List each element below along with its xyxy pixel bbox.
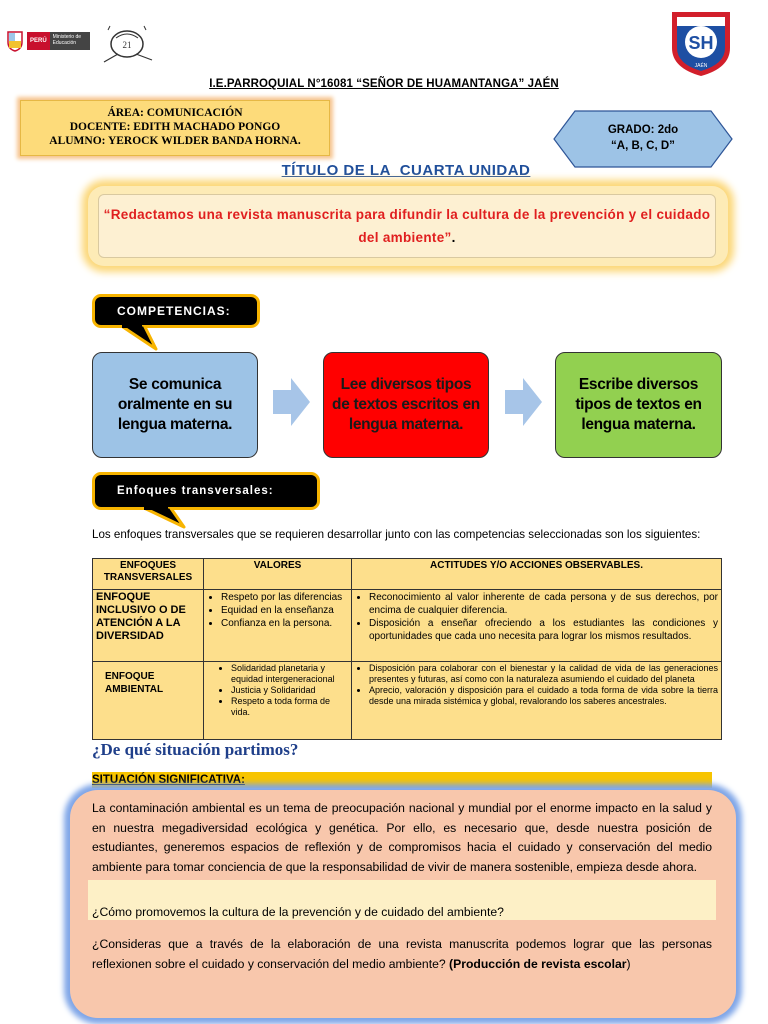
situation-question-2-text: ¿Consideras que a través de la elaboración de una revista manuscrita podemos lograr que las personas reflexionen sobre el cuidado y conservación del medio ambiente? — [92, 937, 712, 971]
situation-question-2 — [92, 935, 712, 974]
school-emblem-icon — [668, 8, 734, 78]
actitud-item: • Disposición a enseñar ofreciendo a los estudiantes las condiciones y oportunidades que cada uno necesita para lograr los mismos resultados. — [369, 617, 718, 643]
table-header-row — [93, 559, 722, 590]
course-info-box — [20, 100, 330, 156]
enfoques-callout-tail — [140, 507, 186, 529]
unit-quote — [98, 194, 716, 258]
actitud-item: • Reconocimiento al valor inherente de cada persona y de sus derechos, por encima de cualquier diferencia. — [369, 591, 718, 617]
valores-cell — [204, 662, 352, 740]
peru-coat-of-arms-icon — [6, 30, 24, 52]
peru-label: PERÚ — [27, 32, 50, 50]
competency-writing — [555, 352, 722, 458]
situation-paragraph: La contaminación ambiental es un tema de preocupación nacional y mundial por el enorme impacto en la salud y en nuestra megadiversidad ecológica y genética. Por ello, es necesario que, desde nuestra posición de estudiantes, generemos espacios de reflexión y de compromisos hacia el cuidado y conservación del medio ambiente para tomar conciencia de que la responsabilidad de vivir de manera sostenible, empieza desde ahora. — [92, 801, 712, 874]
valor-item: • Equidad en la enseñanza — [221, 604, 348, 617]
competency-oral-text: Se comunica oralmente en su lengua materna. — [117, 376, 233, 433]
enfoques-intro: Los enfoques transversales que se requieren desarrollar junto con las competencias seleccionadas son los siguientes: — [92, 528, 701, 541]
situation-question-1: ¿Cómo promovemos la cultura de la prevención y de cuidado del ambiente? — [92, 905, 504, 919]
unit-title: TÍTULO DE LA CUARTA UNIDAD — [281, 162, 531, 179]
column-header-actitudes: ACTITUDES Y/O ACCIONES OBSERVABLES. — [352, 559, 722, 590]
valor-item: • Respeto a toda forma de vida. — [231, 696, 348, 718]
emblem-initials: SH — [688, 33, 714, 53]
competency-writing-text: Escribe diversos tipos de textos en lengua materna. — [575, 376, 702, 433]
student-label: ALUMNO: YEROCK WILDER BANDA HORNA. — [49, 135, 301, 147]
actitud-item: • Disposición para colaborar con el bienestar y la calidad de vida de las generaciones presentes y futuras, así como con la naturaleza asumiendo el cuidado del planeta — [369, 663, 718, 685]
competency-reading-text: Lee diversos tipos de textos escritos en lengua materna. — [332, 376, 480, 433]
arrow-right-icon — [505, 378, 543, 426]
minedu-logo — [6, 28, 94, 54]
unit-quote-text: “Redactamos una revista manuscrita para difundir la cultura de la prevención y el cuidado del ambiente” — [103, 207, 711, 245]
arrow-right-icon — [273, 378, 311, 426]
valor-item: • Solidaridad planetaria y equidad intergeneracional — [231, 663, 348, 685]
column-header-enfoques: ENFOQUES TRANSVERSALES — [93, 559, 204, 590]
emblem-city: JAÉN — [694, 63, 708, 69]
product-label-end: ) — [626, 956, 631, 971]
grade-sections: “A, B, C, D” — [611, 140, 675, 152]
column-header-valores: VALORES — [204, 559, 352, 590]
situation-label: SITUACIÓN SIGNIFICATIVA: — [92, 772, 712, 788]
enfoque-name: ENFOQUE AMBIENTAL — [93, 662, 204, 740]
grade-info — [553, 122, 733, 154]
valor-item: • Justicia y Solidaridad — [231, 685, 348, 696]
unit-quote-period: . — [451, 230, 456, 245]
competencias-callout: COMPETENCIAS: — [92, 294, 260, 328]
grade-level: GRADO: 2do — [607, 124, 679, 136]
teacher-label: DOCENTE: EDITH MACHADO PONGO — [69, 121, 281, 133]
valores-cell — [204, 590, 352, 662]
svg-text:21: 21 — [122, 40, 132, 50]
competency-reading — [323, 352, 489, 458]
situation-question-title: ¿De qué situación partimos? — [92, 740, 299, 759]
enfoques-callout: Enfoques transversales: — [92, 472, 320, 510]
table-row — [93, 662, 722, 740]
actitudes-cell — [352, 662, 722, 740]
enfoque-name: ENFOQUE INCLUSIVO O DE ATENCIÓN A LA DIVERSIDAD — [93, 590, 204, 662]
valor-item: • Respeto por las diferencias — [221, 591, 348, 604]
actitud-item: • Aprecio, valoración y disposición para el cuidado a toda forma de vida sobre la tierra desde una mirada sistémica y global, revalorando los saberes ancestrales. — [369, 685, 718, 707]
school-name: I.E.PARROQUIAL N°16081 “SEÑOR DE HUAMANTANGA” JAÉN — [209, 78, 559, 90]
parish-seal-icon — [96, 24, 158, 64]
competency-oral — [92, 352, 258, 458]
area-label: ÁREA: COMUNICACIÓN — [107, 107, 243, 119]
actitudes-cell — [352, 590, 722, 662]
table-row — [93, 590, 722, 662]
valor-item: • Confianza en la persona. — [221, 617, 348, 630]
enfoques-table — [92, 558, 722, 740]
ministry-label: Ministerio de Educación — [50, 32, 90, 50]
competencias-callout-tail — [118, 325, 158, 351]
product-label: (Producción de revista escolar — [449, 956, 627, 971]
